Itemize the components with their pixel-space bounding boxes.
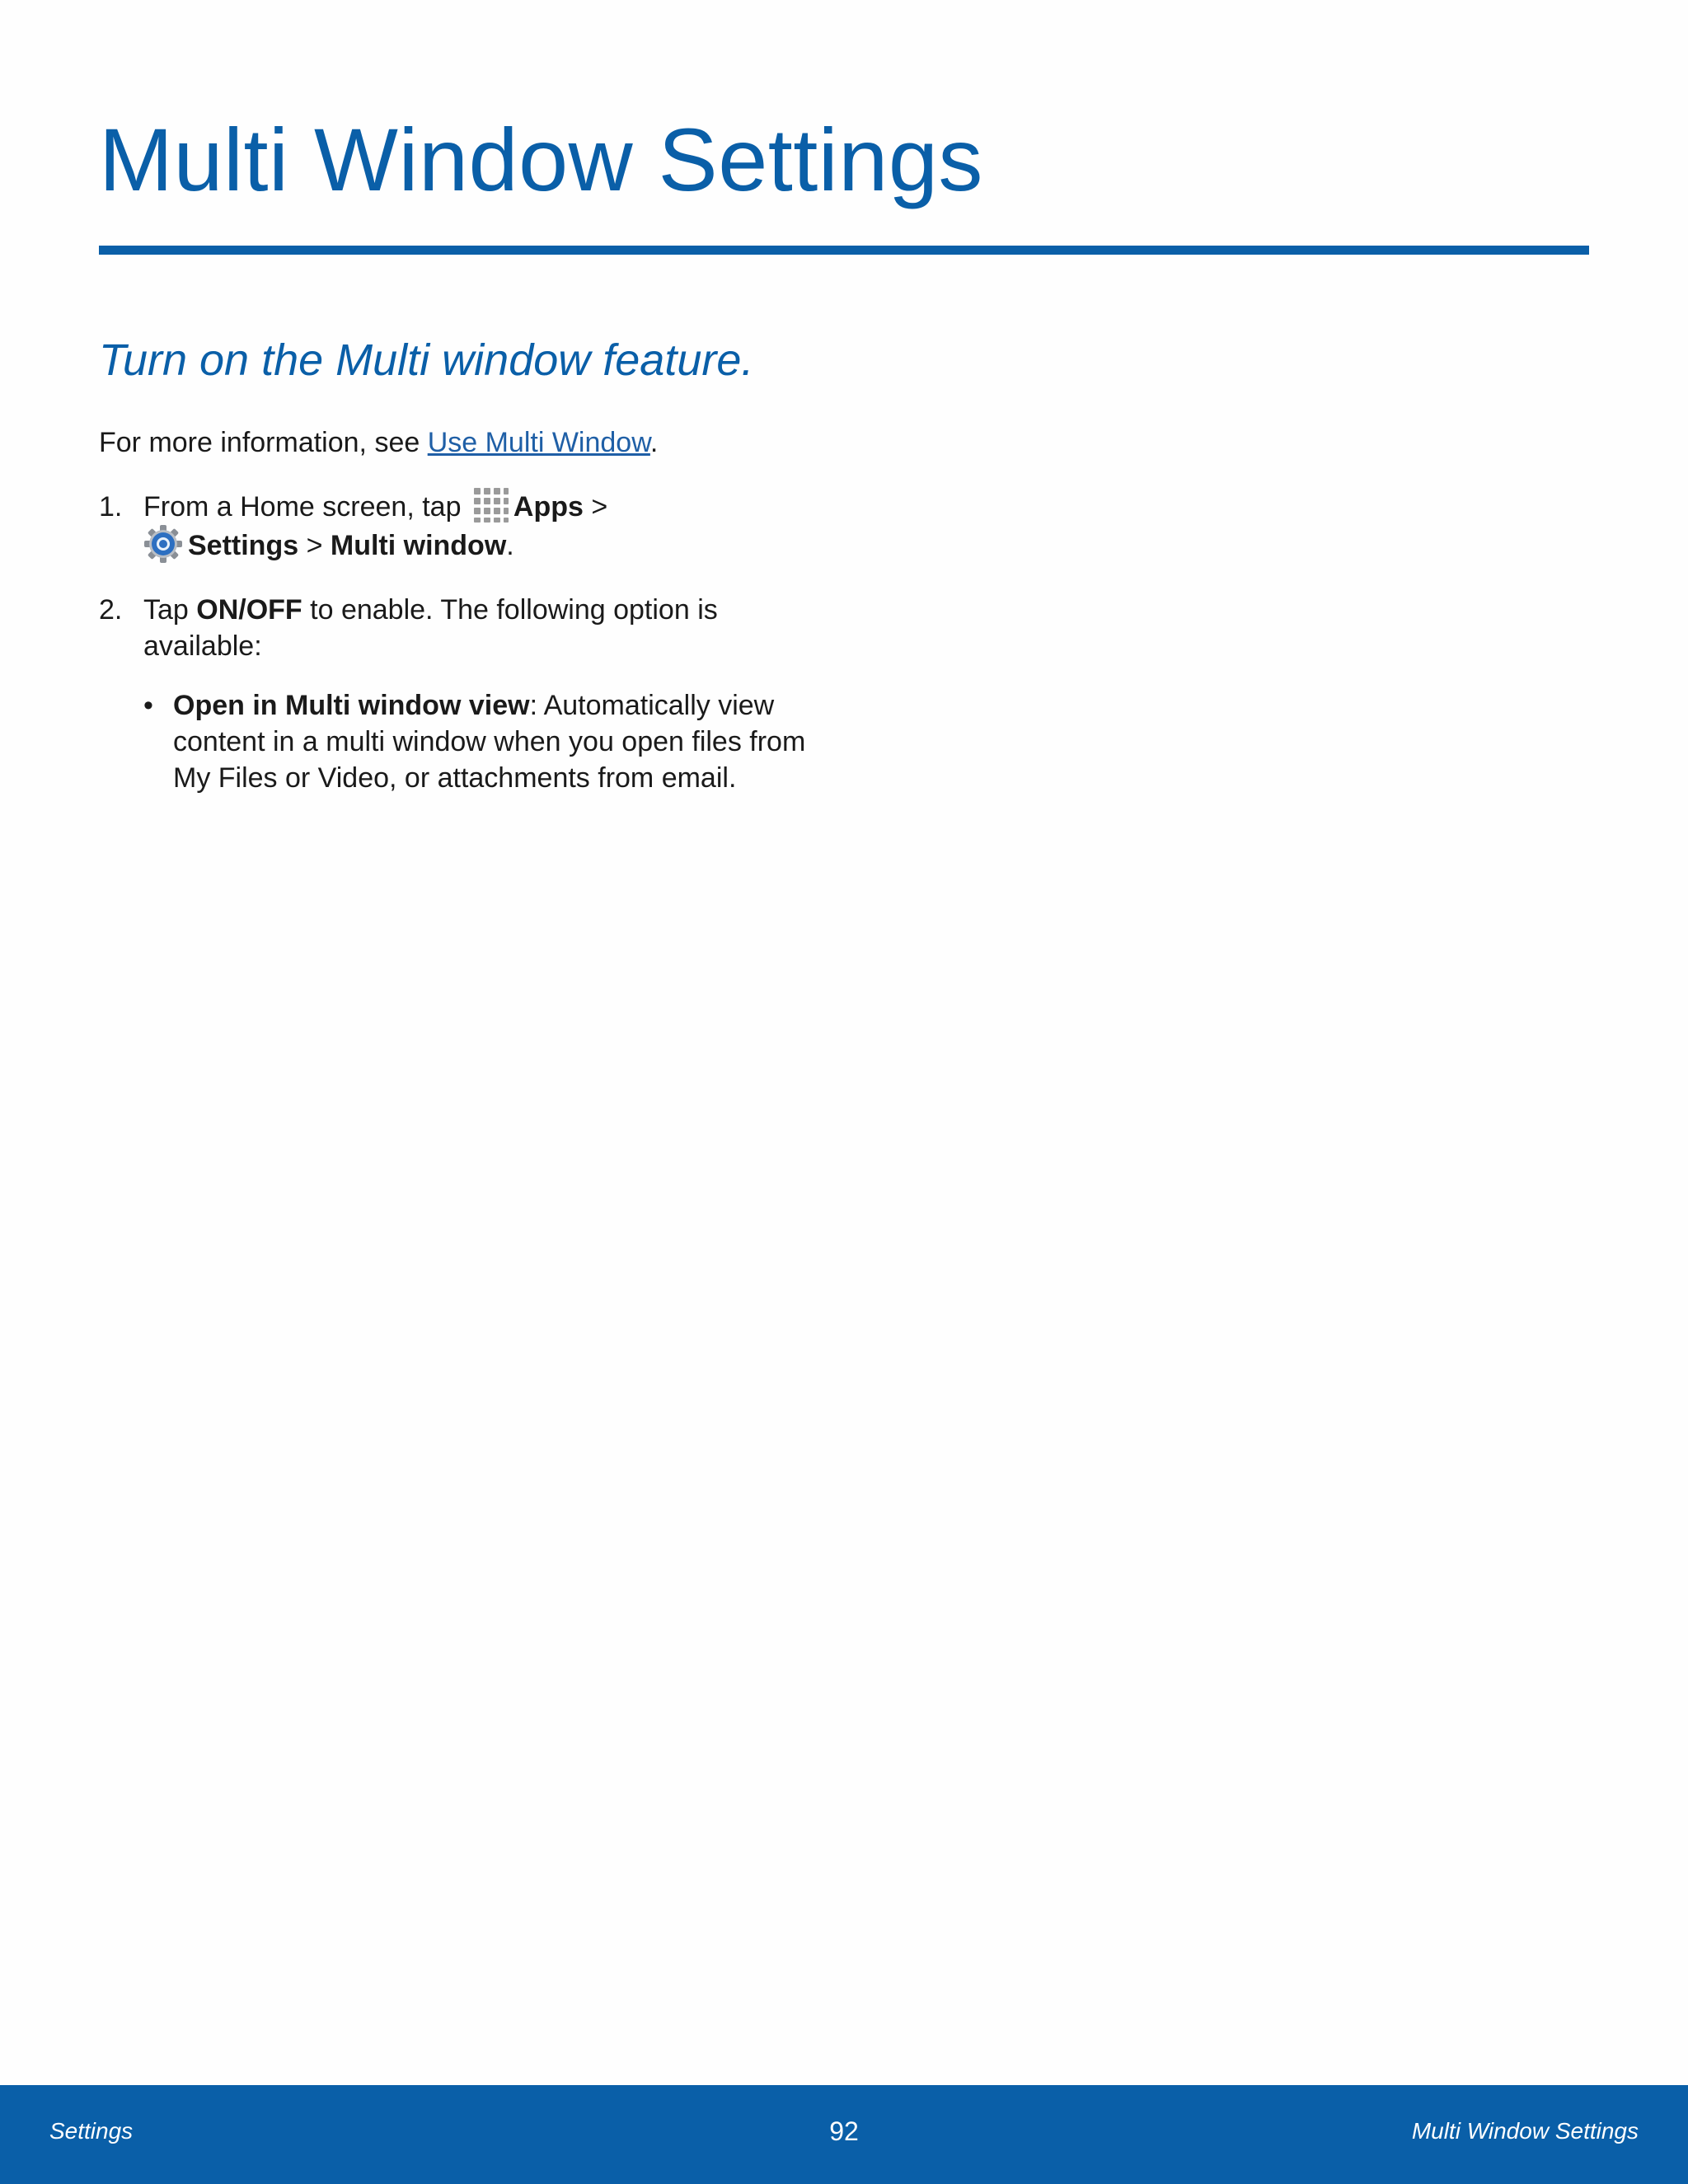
apps-grid-icon (472, 486, 510, 524)
footer-section: Multi Window Settings (1411, 2118, 1639, 2144)
step-text: to enable. The following option is available: (143, 594, 718, 663)
options-list (143, 687, 808, 796)
steps-list (99, 489, 808, 796)
option-item (143, 687, 808, 796)
step-number: 1. (99, 491, 123, 523)
step-end: . (506, 530, 514, 562)
intro-paragraph (99, 424, 808, 461)
settings-gear-icon (143, 524, 183, 564)
title-divider (99, 246, 1589, 255)
bullet-dot: • (143, 690, 153, 722)
step-text: Tap (143, 594, 197, 626)
page-footer (0, 2085, 1688, 2184)
footer-page-number: 92 (829, 2116, 859, 2146)
step-text: From a Home screen, tap (143, 491, 469, 523)
page-title: Multi Window Settings (99, 110, 983, 209)
onoff-label: ON/OFF (196, 594, 302, 626)
footer-chapter: Settings (49, 2118, 134, 2144)
intro-suffix: . (649, 427, 659, 458)
step-item (99, 489, 808, 567)
apps-label: Apps (513, 491, 584, 523)
main-content (99, 424, 808, 821)
step-number: 2. (99, 594, 123, 626)
settings-label: Settings (188, 530, 299, 562)
use-multi-window-link[interactable]: Use Multi Window (427, 427, 650, 458)
multi-window-label: Multi window (330, 530, 507, 562)
path-separator: > (298, 530, 331, 562)
option-title: Open in Multi window view (173, 690, 530, 722)
section-heading: Turn on the Multi window feature. (99, 335, 754, 385)
intro-prefix: For more information, see (99, 427, 428, 458)
path-separator: > (583, 491, 608, 523)
step-item (99, 592, 808, 796)
option-description: : Automatically view content in a multi window when you open files from My Files or Video, or attachments from email. (173, 690, 806, 794)
